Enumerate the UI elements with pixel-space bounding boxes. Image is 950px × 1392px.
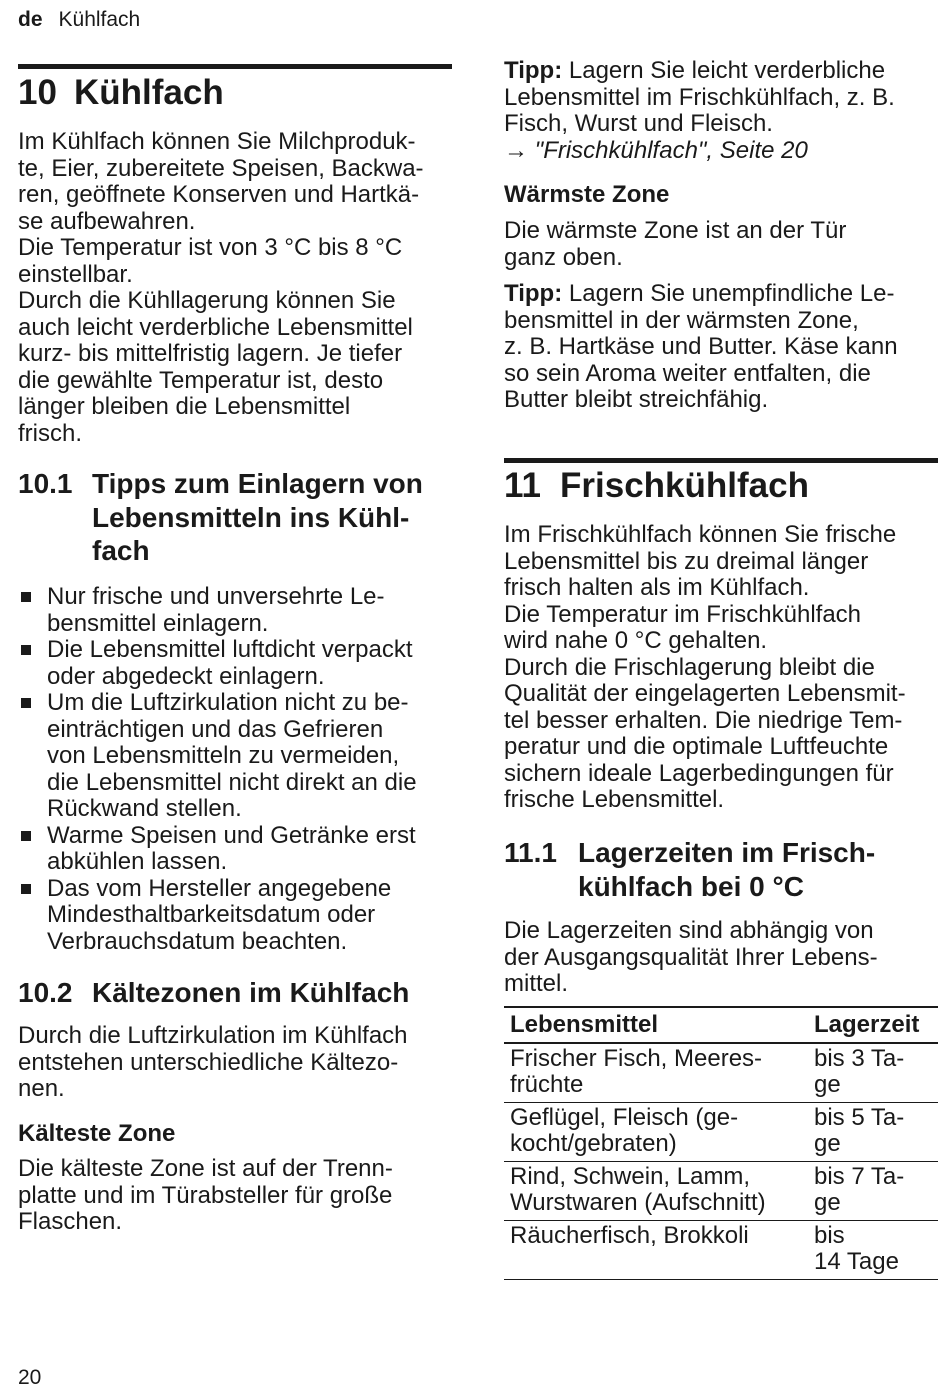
text-line: Durch die Frischlagerung bleibt die — [504, 653, 875, 681]
title-line: Lagerzeiten im Frisch- — [578, 837, 876, 868]
section-title — [578, 836, 875, 903]
section-title: Kältezonen im Kühlfach — [92, 977, 410, 1008]
section-11-1-intro — [504, 918, 938, 998]
section-10-heading — [18, 73, 452, 113]
text-line: Die kälteste Zone ist auf der Trenn- — [18, 1155, 393, 1182]
text-line: der Ausgangsqualität Ihrer Lebens- — [504, 943, 878, 971]
text-line: bensmittel einlagern. — [47, 609, 269, 637]
text-line: einstellbar. — [18, 260, 133, 288]
cell-line: Rind, Schwein, Lamm, — [510, 1163, 751, 1190]
text-line: z. B. Hartkäse und Butter. Käse kann — [504, 333, 898, 360]
text-line: bensmittel in der wärmsten Zone, — [504, 306, 859, 334]
section-10-2-intro — [18, 1023, 452, 1103]
text-line: Rückwand stellen. — [47, 795, 242, 822]
text-line: länger bleiben die Lebensmittel — [18, 393, 351, 420]
cell-line: früchte — [510, 1071, 584, 1098]
section-10-1-heading — [18, 467, 452, 568]
title-line: fach — [92, 535, 150, 567]
cell-line: bis 5 Ta- — [814, 1104, 905, 1131]
text-line: Durch die Luftzirkulation im Kühlfach — [18, 1022, 408, 1049]
table-cell — [808, 1043, 938, 1103]
list-item — [18, 876, 452, 956]
section-number: 11 — [504, 466, 541, 505]
table-cell — [504, 1103, 808, 1162]
text-line: Verbrauchsdatum beachten. — [47, 927, 348, 955]
cell-line: ge — [814, 1071, 841, 1098]
text-line: tel besser erhalten. Die niedrige Tem- — [504, 706, 903, 734]
table-cell — [504, 1162, 808, 1221]
section-11-1-heading — [504, 836, 938, 903]
section-title — [92, 467, 423, 568]
text-line: se aufbewahren. — [18, 207, 196, 235]
section-11-heading — [504, 466, 938, 506]
text-line: frisch halten als im Kühlfach. — [504, 574, 810, 601]
text-line: frische Lebensmittel. — [504, 786, 725, 813]
coldest-zone-text — [18, 1156, 452, 1236]
tip-text: Lagern Sie unempfindliche Le- — [562, 280, 895, 307]
text-line: auch leicht verderbliche Lebensmittel — [18, 313, 413, 341]
text-line: Das vom Hersteller angegebene — [47, 874, 392, 902]
text-line: Die Temperatur im Frischkühlfach — [504, 600, 862, 628]
table-row — [504, 1103, 938, 1162]
text-line: frisch. — [18, 419, 83, 447]
text-line — [504, 281, 938, 308]
text-line: kurz- bis mittelfristig lagern. Je tiefer — [18, 340, 403, 367]
text-line: so sein Aroma weiter entfalten, die — [504, 359, 871, 387]
tip-perishables — [504, 58, 938, 164]
text-line: peratur und die optimale Luftfeuchte — [504, 733, 889, 760]
section-rule — [504, 458, 938, 463]
text-line: abkühlen lassen. — [47, 848, 228, 875]
cross-reference-link[interactable]: → "Frischkühlfach", Seite 20 — [504, 136, 808, 164]
cell-line: bis 3 Ta- — [814, 1045, 905, 1072]
cell-line: 14 Tage — [814, 1248, 899, 1275]
section-11-intro — [504, 522, 938, 814]
text-line: einträchtigen und das Gefrieren — [47, 715, 384, 743]
bullet-square-icon — [21, 884, 31, 894]
table-row — [504, 1043, 938, 1103]
text-line: Butter bleibt streichfähig. — [504, 386, 769, 413]
cell-line: Räucherfisch, Brokkoli — [510, 1222, 749, 1249]
table-cell — [808, 1162, 938, 1221]
table-cell — [504, 1043, 808, 1103]
cell-line: Geflügel, Fleisch (ge- — [510, 1104, 739, 1131]
warmest-zone-text — [504, 218, 938, 271]
text-line: Fisch, Wurst und Fleisch. — [504, 110, 773, 137]
list-item — [18, 823, 452, 876]
running-header — [18, 8, 140, 32]
text-line: Die Lebensmittel luftdicht verpackt — [47, 636, 413, 663]
language-code: de — [18, 8, 43, 31]
list-item — [18, 584, 452, 637]
bullet-square-icon — [21, 831, 31, 841]
text-line — [504, 58, 938, 85]
text-line: wird nahe 0 °C gehalten. — [504, 627, 768, 654]
warmest-zone-heading: Wärmste Zone — [504, 181, 670, 208]
section-number: 10.2 — [18, 977, 73, 1008]
table-cell — [808, 1221, 938, 1280]
table-row — [504, 1162, 938, 1221]
text-line: Die Temperatur ist von 3 °C bis 8 °C — [18, 234, 403, 261]
section-number: 10.1 — [18, 468, 73, 499]
table-header-row — [504, 1007, 938, 1043]
text-line: die Lebensmittel nicht direkt an die — [47, 768, 417, 796]
section-rule — [18, 64, 452, 69]
section-title: Frischkühlfach — [560, 466, 809, 505]
section-10-2-heading — [18, 976, 452, 1010]
section-title: Kühlfach — [74, 73, 224, 112]
text-line: mittel. — [504, 970, 569, 997]
text-line: oder abgedeckt einlagern. — [47, 662, 325, 690]
storage-times-table — [504, 1006, 938, 1280]
text-line: Durch die Kühllagerung können Sie — [18, 287, 396, 314]
text-line: Lebensmittel im Frischkühlfach, z. B. — [504, 83, 895, 111]
title-line: kühlfach bei 0 °C — [578, 870, 804, 902]
text-line: von Lebensmitteln zu vermeiden, — [47, 742, 400, 769]
cell-line: Wurstwaren (Aufschnitt) — [510, 1189, 766, 1216]
bullet-square-icon — [21, 698, 31, 708]
text-line: Die Lagerzeiten sind abhängig von — [504, 917, 874, 944]
text-line: Im Frischkühlfach können Sie frische — [504, 521, 897, 548]
tip-label: Tipp: — [504, 57, 563, 84]
text-line: sichern ideale Lagerbedingungen für — [504, 759, 894, 787]
text-line: Mindesthaltbarkeitsdatum oder — [47, 901, 376, 928]
cell-line: bis 7 Ta- — [814, 1163, 905, 1190]
cell-line: bis — [814, 1222, 845, 1249]
table-row — [504, 1221, 938, 1280]
cell-line: ge — [814, 1189, 841, 1216]
section-number: 11.1 — [504, 837, 557, 868]
text-line: entstehen unterschiedliche Kältezo- — [18, 1048, 399, 1076]
tips-list — [18, 584, 452, 955]
column-header: Lebensmittel — [504, 1007, 808, 1043]
tip-text: Lagern Sie leicht verderbliche — [562, 57, 886, 84]
text-line: Im Kühlfach können Sie Milchproduk- — [18, 128, 416, 155]
text-line: Die wärmste Zone ist an der Tür — [504, 217, 847, 244]
table-cell — [504, 1221, 808, 1280]
text-line: Um die Luftzirkulation nicht zu be- — [47, 689, 409, 716]
section-10-intro — [18, 129, 452, 447]
cell-line: ge — [814, 1130, 841, 1157]
cell-line: Frischer Fisch, Meeres- — [510, 1045, 763, 1072]
title-line: Lebensmitteln ins Kühl- — [92, 501, 410, 533]
table-cell — [808, 1103, 938, 1162]
text-line: platte und im Türabsteller für große — [18, 1181, 393, 1209]
text-line: Warme Speisen und Getränke erst — [47, 821, 416, 849]
text-line: ren, geöffnete Konserven und Hartkä- — [18, 181, 420, 208]
text-line: ganz oben. — [504, 243, 623, 271]
text-line: Flaschen. — [18, 1208, 123, 1235]
cell-line: kocht/gebraten) — [510, 1130, 677, 1157]
column-header: Lagerzeit — [808, 1007, 938, 1043]
coldest-zone-heading: Kälteste Zone — [18, 1120, 176, 1147]
list-item — [18, 690, 452, 823]
page-number: 20 — [18, 1366, 42, 1389]
header-title: Kühlfach — [58, 8, 141, 31]
title-line: Tipps zum Einlagern von — [92, 468, 423, 499]
text-line: Nur frische und unversehrte Le- — [47, 583, 385, 610]
text-line: Qualität der eingelagerten Lebensmit- — [504, 680, 906, 707]
text-line: Lebensmittel bis zu dreimal länger — [504, 547, 869, 575]
bullet-square-icon — [21, 645, 31, 655]
text-line: die gewählte Temperatur ist, desto — [18, 366, 384, 394]
tip-insensitive — [504, 281, 938, 414]
tip-label: Tipp: — [504, 280, 563, 307]
section-number: 10 — [18, 73, 57, 112]
list-item — [18, 637, 452, 690]
bullet-square-icon — [21, 592, 31, 602]
text-line: te, Eier, zubereitete Speisen, Backwa- — [18, 154, 424, 182]
text-line: nen. — [18, 1075, 65, 1102]
